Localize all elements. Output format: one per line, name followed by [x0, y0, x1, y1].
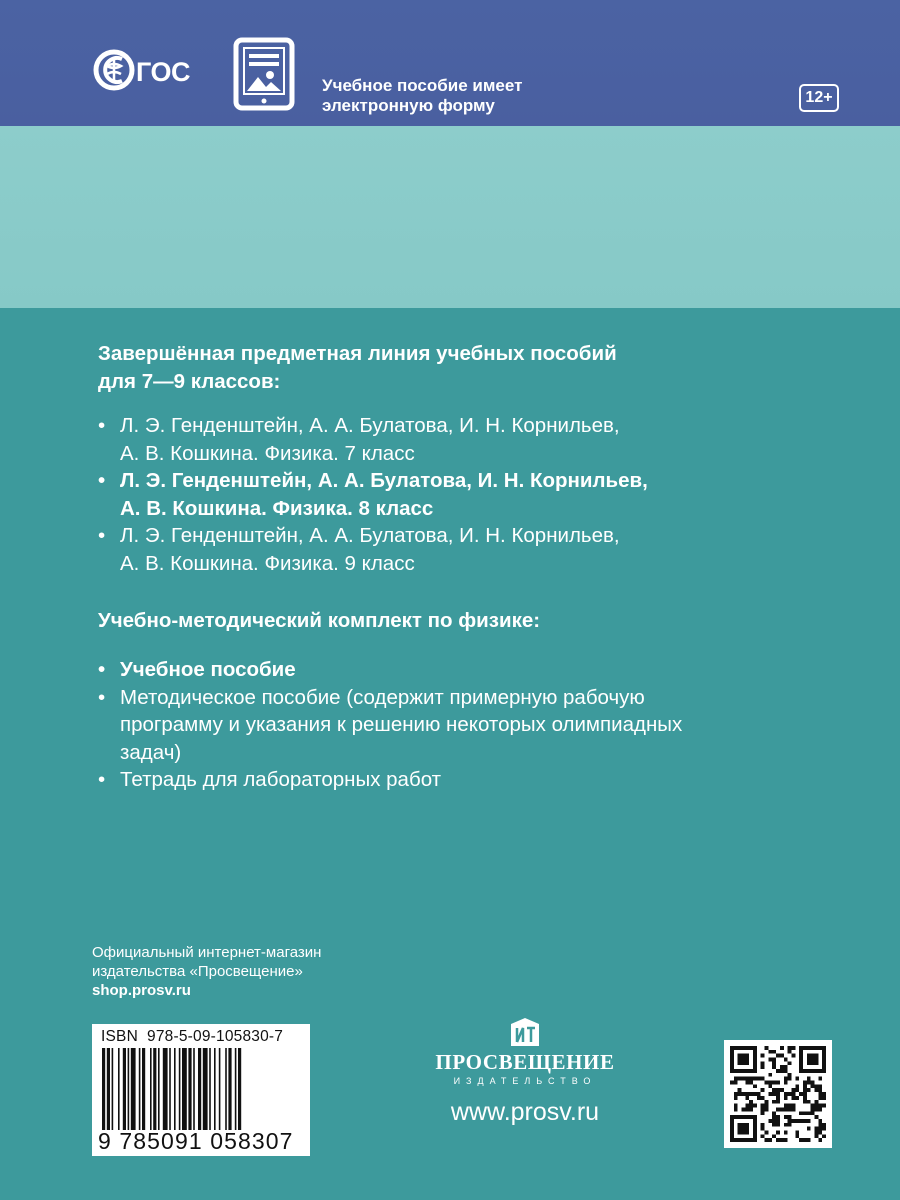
- shop-line-1: Официальный интернет-магазин: [92, 944, 322, 961]
- lineup-item-line-2: А. В. Кошкина. Физика. 9 класс: [120, 551, 415, 575]
- lineup-item-line-2: А. В. Кошкина. Физика. 8 класс: [120, 496, 434, 520]
- isbn-label: ISBN: [101, 1028, 138, 1045]
- isbn-line: [101, 1028, 283, 1046]
- barcode-digits: 9 785091 058307: [98, 1128, 294, 1154]
- age-rating-badge: 12+: [799, 84, 839, 112]
- lineup-heading-line-2: для 7—9 классов:: [98, 370, 281, 393]
- lineup-item-line-1: Л. Э. Генденштейн, А. А. Булатова, И. Н. Корнильев,: [120, 414, 620, 437]
- lineup-item-line-1: Л. Э. Генденштейн, А. А. Булатова, И. Н. Корнильев,: [120, 469, 648, 492]
- kit-heading: Учебно-методический комплект по физике:: [98, 609, 541, 632]
- kit-list: [98, 656, 838, 794]
- kit-item-line: Методическое пособие (содержит примерную рабочую: [120, 685, 645, 709]
- kit-item-line: программу и указания к решению некоторых олимпиадных: [120, 713, 683, 736]
- qr-code: [724, 1040, 832, 1148]
- electronic-form-notice: [322, 76, 622, 116]
- barcode-icon: [102, 1048, 300, 1130]
- header-band: [0, 0, 900, 126]
- light-teal-band: [0, 126, 900, 308]
- qr-code-icon: [730, 1046, 826, 1142]
- publisher-logo-icon: [507, 1014, 543, 1050]
- lineup-item-grade-8: [98, 467, 838, 522]
- lineup-item-line-2: А. В. Кошкина. Физика. 7 класс: [120, 441, 415, 465]
- online-shop-info: [92, 943, 492, 1000]
- eform-line-1: Учебное пособие имеет: [322, 76, 523, 95]
- eform-line-2: электронную форму: [322, 96, 495, 115]
- lineup-item-grade-7: [98, 412, 838, 467]
- lineup-heading: [98, 340, 838, 396]
- fgos-label: ГОС: [136, 57, 190, 87]
- publisher-subtitle: ИЗДАТЕЛЬСТВО: [453, 1076, 597, 1086]
- kit-item-line: задач): [120, 740, 182, 764]
- lineup-heading-line-1: Завершённая предметная линия учебных пособий: [98, 342, 617, 365]
- kit-item-line: Учебное пособие: [120, 658, 296, 681]
- kit-item-line: Тетрадь для лабораторных работ: [120, 768, 442, 791]
- shop-line-2: издательства «Просвещение»: [92, 963, 303, 980]
- shop-url: shop.prosv.ru: [92, 982, 191, 999]
- kit-item-methodical-guide: [98, 684, 838, 767]
- publisher-website: www.prosv.ru: [450, 1098, 600, 1126]
- barcode: [92, 1024, 310, 1156]
- publisher-name: ПРОСВЕЩЕНИЕ: [435, 1050, 615, 1074]
- lineup-item-grade-9: [98, 522, 838, 577]
- isbn-number: 978-5-09-105830-7: [147, 1028, 284, 1045]
- main-text: [98, 340, 838, 794]
- fgos-logo-icon: [92, 48, 136, 92]
- tablet-icon: [233, 37, 295, 111]
- lineup-item-line-1: Л. Э. Генденштейн, А. А. Булатова, И. Н. Корнильев,: [120, 524, 620, 547]
- kit-item-textbook: [98, 656, 838, 684]
- lineup-list: [98, 412, 838, 577]
- kit-item-lab-notebook: [98, 766, 838, 794]
- fgos-logo: [92, 48, 202, 100]
